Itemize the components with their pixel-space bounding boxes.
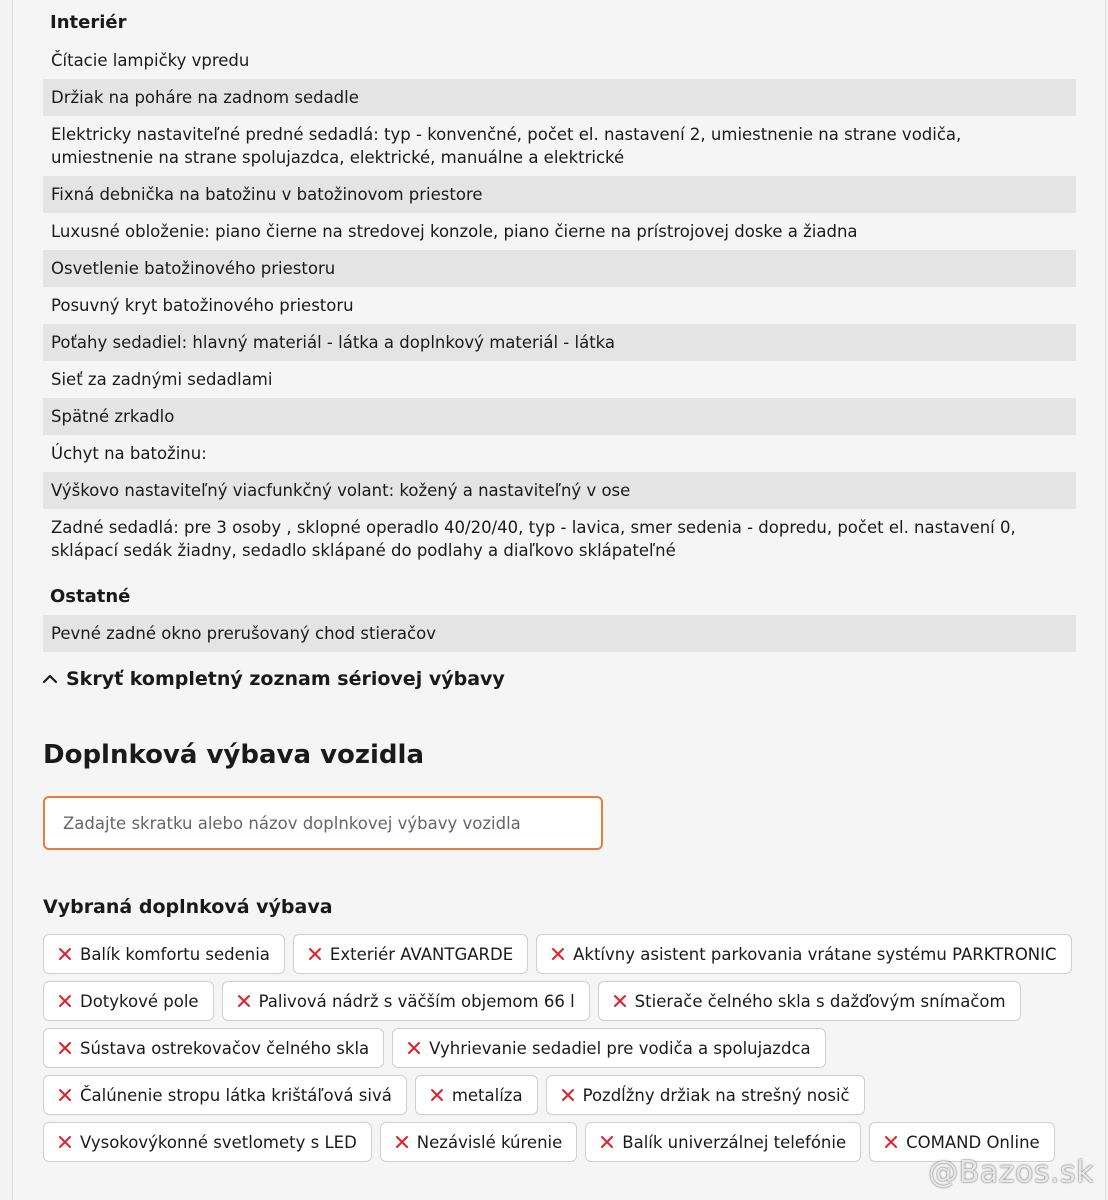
chip-label: Sústava ostrekovačov čelného skla (80, 1038, 370, 1058)
remove-icon[interactable] (600, 1135, 614, 1149)
remove-icon[interactable] (561, 1088, 575, 1102)
chip-label: Dotykové pole (80, 991, 199, 1011)
equipment-chip (43, 934, 285, 974)
interior-item: Držiak na poháre na zadnom sedadle (43, 79, 1076, 116)
remove-icon[interactable] (884, 1135, 898, 1149)
chip-label: Aktívny asistent parkovania vrátane systému PARKTRONIC (573, 944, 1057, 964)
chip-label: Exteriér AVANTGARDE (329, 944, 514, 964)
chevron-up-icon (42, 671, 58, 687)
equipment-chip (43, 1075, 407, 1115)
remove-icon[interactable] (407, 1041, 421, 1055)
remove-icon[interactable] (237, 994, 251, 1008)
equipment-chip (43, 981, 214, 1021)
remove-icon[interactable] (551, 947, 565, 961)
equipment-chip (222, 981, 590, 1021)
chip-label: COMAND Online (906, 1132, 1040, 1152)
equipment-chip (293, 934, 528, 974)
equipment-chip (43, 1122, 372, 1162)
remove-icon[interactable] (58, 1135, 72, 1149)
interior-item: Čítacie lampičky vpredu (51, 51, 250, 70)
remove-icon[interactable] (58, 1041, 72, 1055)
interior-section-title: Interiér (50, 12, 127, 33)
interior-item: Posuvný kryt batožinového priestoru (51, 296, 354, 315)
hide-equipment-list-toggle[interactable] (42, 668, 505, 690)
interior-item: Spätné zrkadlo (43, 398, 1076, 435)
interior-item: Elektricky nastaviteľné predné sedadlá: typ - konvenčné, počet el. nastavení 2, umiestnenie na strane vodiča, umiestnenie na strane spolujazdca, elektrické, manuálne a elektrické (51, 125, 962, 167)
equipment-chip (380, 1122, 577, 1162)
interior-item: Sieť za zadnými sedadlami (51, 370, 273, 389)
chip-label: Palivová nádrž s väčším objemom 66 l (258, 991, 575, 1011)
chip-label: Vyhrievanie sedadiel pre vodiča a spolujazdca (429, 1038, 811, 1058)
equipment-chip (415, 1075, 538, 1115)
remove-icon[interactable] (308, 947, 322, 961)
equipment-chip (546, 1075, 865, 1115)
interior-item: Výškovo nastaviteľný viacfunkčný volant: kožený a nastaviteľný v ose (43, 472, 1076, 509)
remove-icon[interactable] (613, 994, 627, 1008)
equipment-chip (392, 1028, 825, 1068)
equipment-chip (536, 934, 1071, 974)
equipment-chip (598, 981, 1021, 1021)
chip-label: Balík komfortu sedenia (80, 944, 270, 964)
equipment-chip (43, 1028, 384, 1068)
equipment-chip (585, 1122, 861, 1162)
optional-equipment-search-input[interactable] (43, 796, 603, 850)
remove-icon[interactable] (430, 1088, 444, 1102)
chip-label: metalíza (451, 1085, 523, 1105)
interior-item: Fixná debnička na batožinu v batožinovom priestore (43, 176, 1076, 213)
other-section-title: Ostatné (50, 586, 131, 607)
chip-label: Vysokovýkonné svetlomety s LED (80, 1132, 357, 1152)
chip-label: Balík univerzálnej telefónie (622, 1132, 847, 1152)
remove-icon[interactable] (58, 994, 72, 1008)
selected-equipment-chips (43, 934, 1083, 1162)
selected-equipment-title: Vybraná doplnková výbava (43, 896, 333, 918)
interior-item: Zadné sedadlá: pre 3 osoby , sklopné operadlo 40/20/40, typ - lavica, smer sedenia - dopredu, počet el. nastavení 0, sklápací sedák žiadny, sedadlo sklápané do podlahy a diaľkovo sklápateľné (51, 518, 1016, 560)
chip-label: Čalúnenie stropu látka krištáľová sivá (80, 1085, 392, 1105)
remove-icon[interactable] (58, 1088, 72, 1102)
watermark: @Bazos.sk (928, 1155, 1094, 1190)
chip-label: Stierače čelného skla s dažďovým snímačom (634, 991, 1006, 1011)
optional-equipment-title: Doplnková výbava vozidla (43, 740, 424, 770)
interior-item: Úchyt na batožinu: (51, 444, 207, 463)
chip-label: Pozdĺžny držiak na strešný nosič (582, 1085, 850, 1105)
other-item: Pevné zadné okno prerušovaný chod stieračov (43, 615, 1076, 652)
chip-label: Nezávislé kúrenie (416, 1132, 563, 1152)
remove-icon[interactable] (395, 1135, 409, 1149)
remove-icon[interactable] (58, 947, 72, 961)
toggle-label: Skryť kompletný zoznam sériovej výbavy (66, 668, 505, 690)
interior-item: Osvetlenie batožinového priestoru (43, 250, 1076, 287)
interior-item: Poťahy sedadiel: hlavný materiál - látka a doplnkový materiál - látka (43, 324, 1076, 361)
interior-item: Luxusné obloženie: piano čierne na stredovej konzole, piano čierne na prístrojovej doske a žiadna (51, 222, 858, 241)
